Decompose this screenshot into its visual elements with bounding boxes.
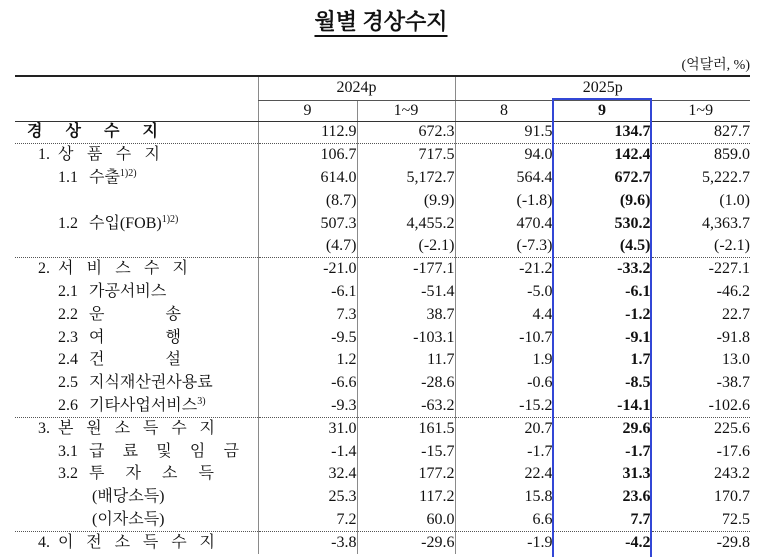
value-2025p-9: -14.1 — [553, 395, 651, 418]
item-number: 2. — [38, 260, 50, 278]
value-2025p-1-9: 827.7 — [651, 121, 750, 144]
value-2025p-8: 6.6 — [455, 509, 553, 532]
item-name: 급 료 및 임 금 — [89, 442, 239, 460]
row-label — [15, 212, 258, 235]
month-header-2025p-8: 8 — [455, 100, 553, 121]
item-name: 지식재산권사용료 — [89, 374, 213, 392]
value-2025p-8: 22.4 — [455, 463, 553, 486]
value-2025p-8: 4.4 — [455, 303, 553, 326]
item-name: 이 전 소 득 수 지 — [58, 533, 215, 551]
table-row — [15, 440, 750, 463]
value-2024p-9: 32.4 — [258, 463, 357, 486]
row-label — [15, 509, 258, 532]
value-2024p-1-9: 161.5 — [357, 417, 455, 440]
current-account-table — [15, 75, 750, 554]
label-header — [15, 76, 258, 121]
value-2024p-9: 7.3 — [258, 303, 357, 326]
value-2025p-1-9: 225.6 — [651, 417, 750, 440]
row-label — [15, 417, 258, 440]
value-2025p-8: 94.0 — [455, 144, 553, 167]
value-2025p-8: -5.0 — [455, 281, 553, 304]
table-row — [15, 417, 750, 440]
value-2024p-1-9: 177.2 — [357, 463, 455, 486]
value-2024p-1-9: -63.2 — [357, 395, 455, 418]
value-2025p-1-9: 4,363.7 — [651, 212, 750, 235]
item-number: 4. — [38, 533, 50, 551]
value-2025p-9: 672.7 — [553, 167, 651, 190]
value-2024p-9: 507.3 — [258, 212, 357, 235]
table-row — [15, 326, 750, 349]
item-number: 3. — [38, 420, 50, 437]
growth-2024p-9: (4.7) — [258, 235, 357, 258]
row-label — [15, 349, 258, 372]
value-2025p-9: 142.4 — [553, 144, 651, 167]
item-number: 2.1 — [58, 282, 78, 300]
value-2024p-1-9: 717.5 — [357, 144, 455, 167]
value-2024p-1-9: -28.6 — [357, 372, 455, 395]
value-2024p-1-9: -29.6 — [357, 531, 455, 554]
value-2024p-1-9: 117.2 — [357, 486, 455, 509]
value-2024p-1-9: 38.7 — [357, 303, 455, 326]
footnote-mark: 1)2) — [161, 213, 179, 225]
value-2024p-1-9: -15.7 — [357, 440, 455, 463]
row-label — [15, 144, 258, 167]
row-label — [15, 440, 258, 463]
growth-2025p-9: (4.5) — [553, 235, 651, 258]
table-row — [15, 463, 750, 486]
value-2024p-9: -3.8 — [258, 531, 357, 554]
value-2025p-8: 564.4 — [455, 167, 553, 190]
item-name: 경 상 수 지 — [27, 123, 158, 141]
value-2025p-1-9: 22.7 — [651, 303, 750, 326]
row-label — [15, 281, 258, 304]
item-number: 2.2 — [58, 305, 78, 323]
value-2025p-1-9: -227.1 — [651, 258, 750, 281]
row-label — [15, 486, 258, 509]
table-row — [15, 189, 750, 212]
value-2025p-1-9: -91.8 — [651, 326, 750, 349]
item-name: 투 자 소 득 — [89, 465, 214, 483]
growth-2025p-1-9: (-2.1) — [651, 235, 750, 258]
value-2024p-1-9: 672.3 — [357, 121, 455, 144]
value-2024p-1-9: -103.1 — [357, 326, 455, 349]
value-2025p-8: 15.8 — [455, 486, 553, 509]
value-2025p-8: -15.2 — [455, 395, 553, 418]
growth-2025p-9: (9.6) — [553, 189, 651, 212]
value-2025p-9: 29.6 — [553, 417, 651, 440]
row-label — [15, 326, 258, 349]
value-2025p-1-9: -46.2 — [651, 281, 750, 304]
growth-2024p-1-9: (9.9) — [357, 189, 455, 212]
row-label — [15, 531, 258, 554]
value-2025p-9: -1.7 — [553, 440, 651, 463]
value-2024p-9: -21.0 — [258, 258, 357, 281]
value-2024p-9: 112.9 — [258, 121, 357, 144]
value-2025p-8: 1.9 — [455, 349, 553, 372]
item-name: 본 원 소 득 수 지 — [58, 420, 215, 437]
table-row — [15, 281, 750, 304]
year-header-2024p: 2024p — [258, 76, 455, 100]
value-2025p-8: 91.5 — [455, 121, 553, 144]
value-2025p-8: 20.7 — [455, 417, 553, 440]
row-label — [15, 121, 258, 144]
value-2025p-9: 1.7 — [553, 349, 651, 372]
table-row — [15, 372, 750, 395]
value-2025p-1-9: 72.5 — [651, 509, 750, 532]
row-label — [15, 167, 258, 190]
row-label — [15, 303, 258, 326]
value-2025p-1-9: -38.7 — [651, 372, 750, 395]
value-2025p-9: -8.5 — [553, 372, 651, 395]
table-row — [15, 395, 750, 418]
value-2025p-8: -1.7 — [455, 440, 553, 463]
item-number: 1.1 — [58, 168, 78, 186]
item-name: 여 행 — [89, 328, 181, 346]
value-2025p-8: -1.9 — [455, 531, 553, 554]
row-label — [15, 395, 258, 418]
value-2025p-9: 7.7 — [553, 509, 651, 532]
value-2024p-9: 106.7 — [258, 144, 357, 167]
value-2025p-1-9: 5,222.7 — [651, 167, 750, 190]
table-row — [15, 303, 750, 326]
growth-2024p-1-9: (-2.1) — [357, 235, 455, 258]
value-2025p-8: -0.6 — [455, 372, 553, 395]
item-number: 2.5 — [58, 374, 78, 392]
item-name: 가공서비스 — [89, 282, 167, 300]
footnote-mark: 3) — [197, 395, 206, 407]
value-2025p-1-9: -102.6 — [651, 395, 750, 418]
value-2025p-9: 31.3 — [553, 463, 651, 486]
value-2024p-1-9: 60.0 — [357, 509, 455, 532]
item-number: 2.6 — [58, 396, 78, 414]
row-label — [15, 189, 258, 212]
value-2025p-1-9: 170.7 — [651, 486, 750, 509]
growth-2025p-8: (-1.8) — [455, 189, 553, 212]
value-2024p-1-9: 5,172.7 — [357, 167, 455, 190]
value-2025p-8: -21.2 — [455, 258, 553, 281]
item-number: 1. — [38, 146, 50, 164]
table-row — [15, 144, 750, 167]
value-2025p-9: 530.2 — [553, 212, 651, 235]
table-row — [15, 509, 750, 532]
value-2025p-8: 470.4 — [455, 212, 553, 235]
table-row — [15, 486, 750, 509]
row-label — [15, 372, 258, 395]
row-label — [15, 258, 258, 281]
value-2025p-9: 134.7 — [553, 121, 651, 144]
value-2025p-1-9: 13.0 — [651, 349, 750, 372]
value-2024p-9: -9.5 — [258, 326, 357, 349]
value-2025p-9: -6.1 — [553, 281, 651, 304]
year-header-2025p: 2025p — [455, 76, 750, 100]
month-header-2025p-1-9: 1~9 — [651, 100, 750, 121]
row-label — [15, 235, 258, 258]
value-2024p-9: -1.4 — [258, 440, 357, 463]
growth-2025p-1-9: (1.0) — [651, 189, 750, 212]
table-row — [15, 212, 750, 235]
value-2025p-9: 23.6 — [553, 486, 651, 509]
table-row — [15, 531, 750, 554]
item-number: 2.4 — [58, 351, 78, 369]
value-2024p-1-9: 11.7 — [357, 349, 455, 372]
item-name: (이자소득) — [92, 510, 165, 528]
growth-2025p-8: (-7.3) — [455, 235, 553, 258]
page-title-text: 월별 경상수지 — [314, 9, 448, 34]
item-name: (배당소득) — [92, 488, 165, 506]
value-2024p-9: 31.0 — [258, 417, 357, 440]
month-header-2024p-9: 9 — [258, 100, 357, 121]
value-2025p-1-9: -17.6 — [651, 440, 750, 463]
month-header-2025p-9: 9 — [553, 100, 651, 121]
value-2025p-9: -9.1 — [553, 326, 651, 349]
item-name: 건 설 — [89, 351, 181, 369]
value-2024p-1-9: -177.1 — [357, 258, 455, 281]
item-number: 3.2 — [58, 465, 78, 483]
value-2025p-9: -33.2 — [553, 258, 651, 281]
unit-note: (억달러, %) — [681, 58, 750, 73]
value-2024p-9: -6.6 — [258, 372, 357, 395]
value-2025p-1-9: 243.2 — [651, 463, 750, 486]
item-name: 운 송 — [89, 305, 181, 323]
item-name: 수입(FOB) — [89, 214, 162, 232]
table-row — [15, 258, 750, 281]
value-2025p-1-9: -29.8 — [651, 531, 750, 554]
table-row — [15, 235, 750, 258]
item-name: 서 비 스 수 지 — [58, 260, 188, 278]
item-number: 1.2 — [58, 214, 78, 232]
value-2025p-8: -10.7 — [455, 326, 553, 349]
value-2025p-1-9: 859.0 — [651, 144, 750, 167]
value-2024p-9: 7.2 — [258, 509, 357, 532]
row-label — [15, 463, 258, 486]
item-name: 수출 — [89, 168, 120, 186]
value-2024p-9: 614.0 — [258, 167, 357, 190]
year-header-row — [15, 76, 750, 100]
page-title — [0, 5, 762, 36]
value-2024p-9: -9.3 — [258, 395, 357, 418]
table-row — [15, 349, 750, 372]
footnote-mark: 1)2) — [119, 167, 137, 179]
growth-2024p-9: (8.7) — [258, 189, 357, 212]
table-row — [15, 121, 750, 144]
value-2025p-9: -4.2 — [553, 531, 651, 554]
month-header-2024p-1-9: 1~9 — [357, 100, 455, 121]
value-2024p-9: 25.3 — [258, 486, 357, 509]
item-number: 2.3 — [58, 328, 78, 346]
item-number: 3.1 — [58, 442, 78, 460]
value-2024p-1-9: -51.4 — [357, 281, 455, 304]
item-name: 상 품 수 지 — [58, 146, 160, 164]
value-2024p-1-9: 4,455.2 — [357, 212, 455, 235]
value-2024p-9: -6.1 — [258, 281, 357, 304]
item-name: 기타사업서비스 — [89, 396, 198, 414]
value-2024p-9: 1.2 — [258, 349, 357, 372]
value-2025p-9: -1.2 — [553, 303, 651, 326]
table-row — [15, 167, 750, 190]
